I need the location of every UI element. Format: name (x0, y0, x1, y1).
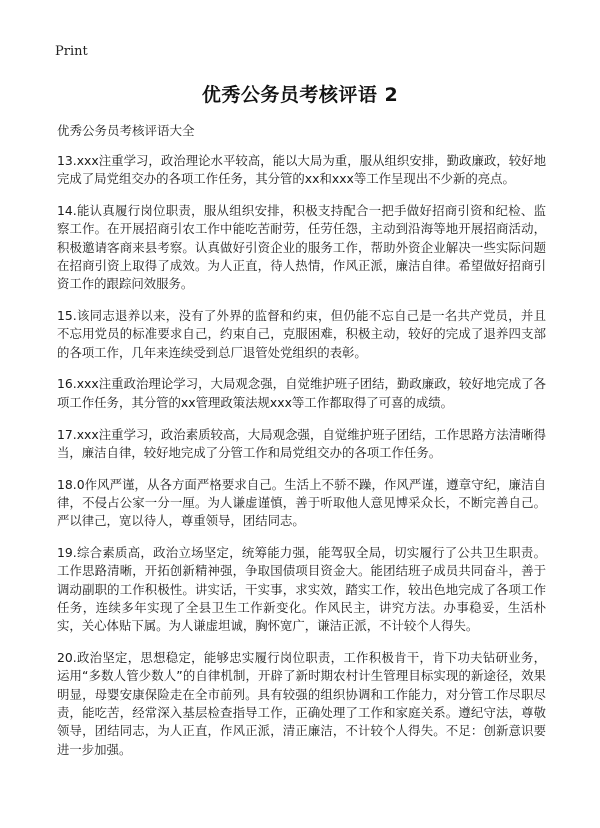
paragraph-20: 20.政治坚定，思想稳定，能够忠实履行岗位职责，工作积极肯干，肯下功夫钻研业务，运用“多数人管少数人”的自律机制，开辟了新时期农村计生管理目标实现的新途径，效果明显，母婴安康保险走在全市前列。具有较强的组织协调和工作能力，对分管工作尽职尽责，能吃苦，经常深入基层检查指导工作，正确处理了工作和家庭关系。遵纪守法，尊敬领导，团结同志，为人正直，作风正派，清正廉洁，不计较个人得失。不足：创新意识要进一步加强。 (57, 650, 546, 757)
print-link[interactable]: Print (55, 44, 88, 59)
paragraph-14: 14.能认真履行岗位职责，服从组织安排，积极支持配合一把手做好招商引资和纪检、监察工作。在开展招商引农工作中能吃苦耐劳，任劳任怨，主动到沿海等地开展招商活动，积极邀请客商来县考察。认真做好引资企业的服务工作，帮助外资企业解决一些实际问题在招商引资上取得了成效。为人正直，待人热情，作风正派，廉洁自律。希望做好招商引资工作的跟踪问效服务。 (57, 203, 546, 292)
paragraph-17: 17.xxx注重学习，政治素质较高，大局观念强，自觉维护班子团结，工作思路方法清晰得当，廉洁自律，较好地完成了分管工作和局党组交办的各项工作任务。 (57, 426, 546, 460)
document-subtitle: 优秀公务员考核评语大全 (57, 123, 195, 138)
paragraph-13: 13.xxx注重学习，政治理论水平较高，能以大局为重，服从组织安排，勤政廉政，较好地完成了局党组交办的各项工作任务，其分管的xx和xxx等工作呈现出不少新的亮点。 (57, 153, 546, 187)
paragraph-18: 18.0作风严谨，从各方面严格要求自己。生活上不骄不躁，作风严谨，遵章守纪，廉洁自律，不侵占公家一分一厘。为人谦虚谨慎，善于听取他人意见博采众长，不断完善自己。严以律己，宽以待人，尊重领导，团结同志。 (57, 476, 546, 529)
page-title: 优秀公务员考核评语 2 (201, 84, 399, 106)
paragraph-19: 19.综合素质高，政治立场坚定，统筹能力强，能驾驭全局，切实履行了公共卫生职责。工作思路清晰，开拓创新精神强，争取国债项目资金大。能团结班子成员共同奋斗，善于调动副职的工作积极性。讲实话，干实事，求实效，踏实工作，较出色地完成了各项工作任务，连续多年实现了全县卫生工作新变化。作风民主，讲究方法。办事稳妥，生活朴实，关心体贴下属。为人谦虚坦诚，胸怀宽广，谦洁正派，不计较个人得失。 (57, 545, 546, 634)
paragraph-16: 16.xxx注重政治理论学习，大局观念强，自觉维护班子团结，勤政廉政，较好地完成了各项工作任务，其分管的xx管理政策法规xxx等工作都取得了可喜的成绩。 (57, 376, 546, 410)
paragraph-15: 15.该同志退养以来，没有了外界的监督和约束，但仍能不忘自己是一名共产党员，并且不忘用党员的标准要求自己，约束自己，克服困难，积极主动，较好的完成了退养四支部的各项工作，几年来连续受到总厂退管处党组织的表彰。 (57, 308, 546, 360)
document-body (57, 152, 546, 772)
